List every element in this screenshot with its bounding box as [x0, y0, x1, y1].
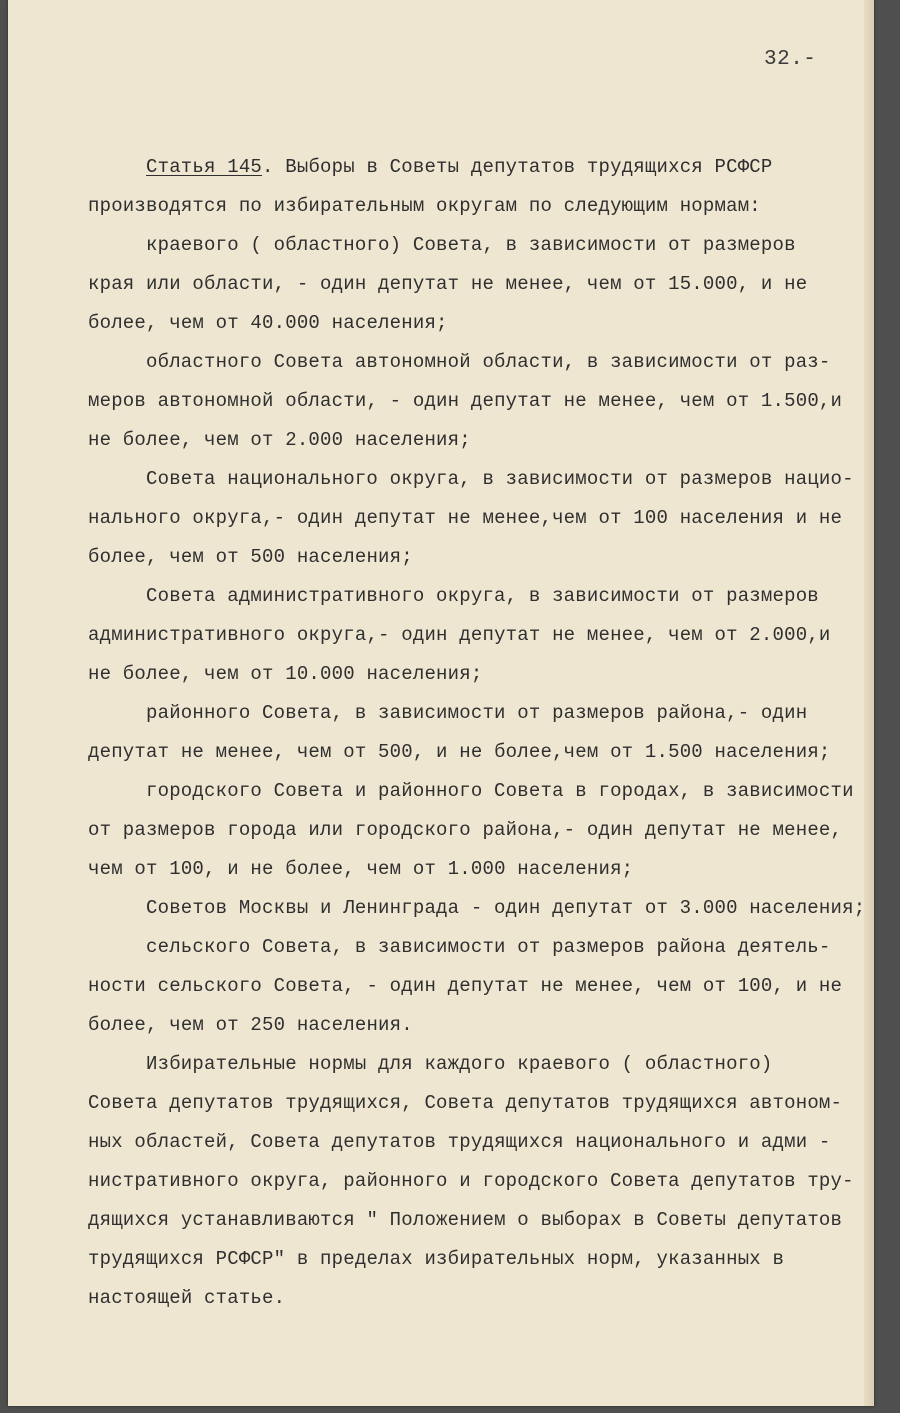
- text-line: Совета административного округа, в зависимости от размеров: [146, 585, 819, 607]
- text-line: настоящей статье.: [88, 1287, 286, 1309]
- text-line: Совета национального округа, в зависимости от размеров нацио-: [146, 468, 854, 490]
- text-line: сельского Совета, в зависимости от размеров района деятель-: [146, 936, 831, 958]
- article-heading-line: [88, 148, 878, 187]
- text-line: дящихся устанавливаются " Положением о выборах в Советы депутатов: [88, 1209, 843, 1231]
- text-line: административного округа,- один депутат не менее, чем от 2.000,и: [88, 624, 831, 646]
- text-line: края или области, - один депутат не менее, чем от 15.000, и не: [88, 273, 808, 295]
- text-line: краевого ( областного) Совета, в зависимости от размеров: [146, 234, 796, 256]
- text-line: не более, чем от 2.000 населения;: [88, 429, 471, 451]
- text-line: депутат не менее, чем от 500, и не более,чем от 1.500 населения;: [88, 741, 831, 763]
- text-line: меров автономной области, - один депутат не менее, чем от 1.500,и: [88, 390, 843, 412]
- document-page: [8, 0, 874, 1406]
- text-line: производятся по избирательным округам по следующим нормам:: [88, 195, 761, 217]
- text-line: нистративного округа, районного и городского Совета депутатов тру-: [88, 1170, 854, 1192]
- text-line: районного Совета, в зависимости от размеров района,- один: [146, 702, 808, 724]
- article-heading-rest: . Выборы в Советы депутатов трудящихся РСФСР: [262, 156, 773, 178]
- text-line: ности сельского Совета, - один депутат не менее, чем от 100, и не: [88, 975, 843, 997]
- text-line: трудящихся РСФСР" в пределах избирательных норм, указанных в: [88, 1248, 785, 1270]
- page-number: 32.-: [764, 48, 817, 71]
- text-line: от размеров города или городского района,- один депутат не менее,: [88, 819, 843, 841]
- text-line: Избирательные нормы для каждого краевого ( областного): [146, 1053, 773, 1075]
- text-line: городского Совета и районного Совета в городах, в зависимости: [146, 780, 854, 802]
- text-line: Советов Москвы и Ленинграда - один депутат от 3.000 населения;: [146, 897, 866, 919]
- text-line: не более, чем от 10.000 населения;: [88, 663, 483, 685]
- text-line: Совета депутатов трудящихся, Совета депутатов трудящихся автоном-: [88, 1092, 843, 1114]
- article-text: [88, 148, 878, 1318]
- text-line: более, чем от 500 населения;: [88, 546, 413, 568]
- text-line: нального округа,- один депутат не менее,чем от 100 населения и не: [88, 507, 843, 529]
- text-line: более, чем от 250 населения.: [88, 1014, 413, 1036]
- text-line: более, чем от 40.000 населения;: [88, 312, 448, 334]
- text-line: ных областей, Совета депутатов трудящихся национального и адми -: [88, 1131, 831, 1153]
- text-line: чем от 100, и не более, чем от 1.000 населения;: [88, 858, 634, 880]
- text-line: областного Совета автономной области, в зависимости от раз-: [146, 351, 831, 373]
- article-label: Статья 145: [146, 156, 263, 178]
